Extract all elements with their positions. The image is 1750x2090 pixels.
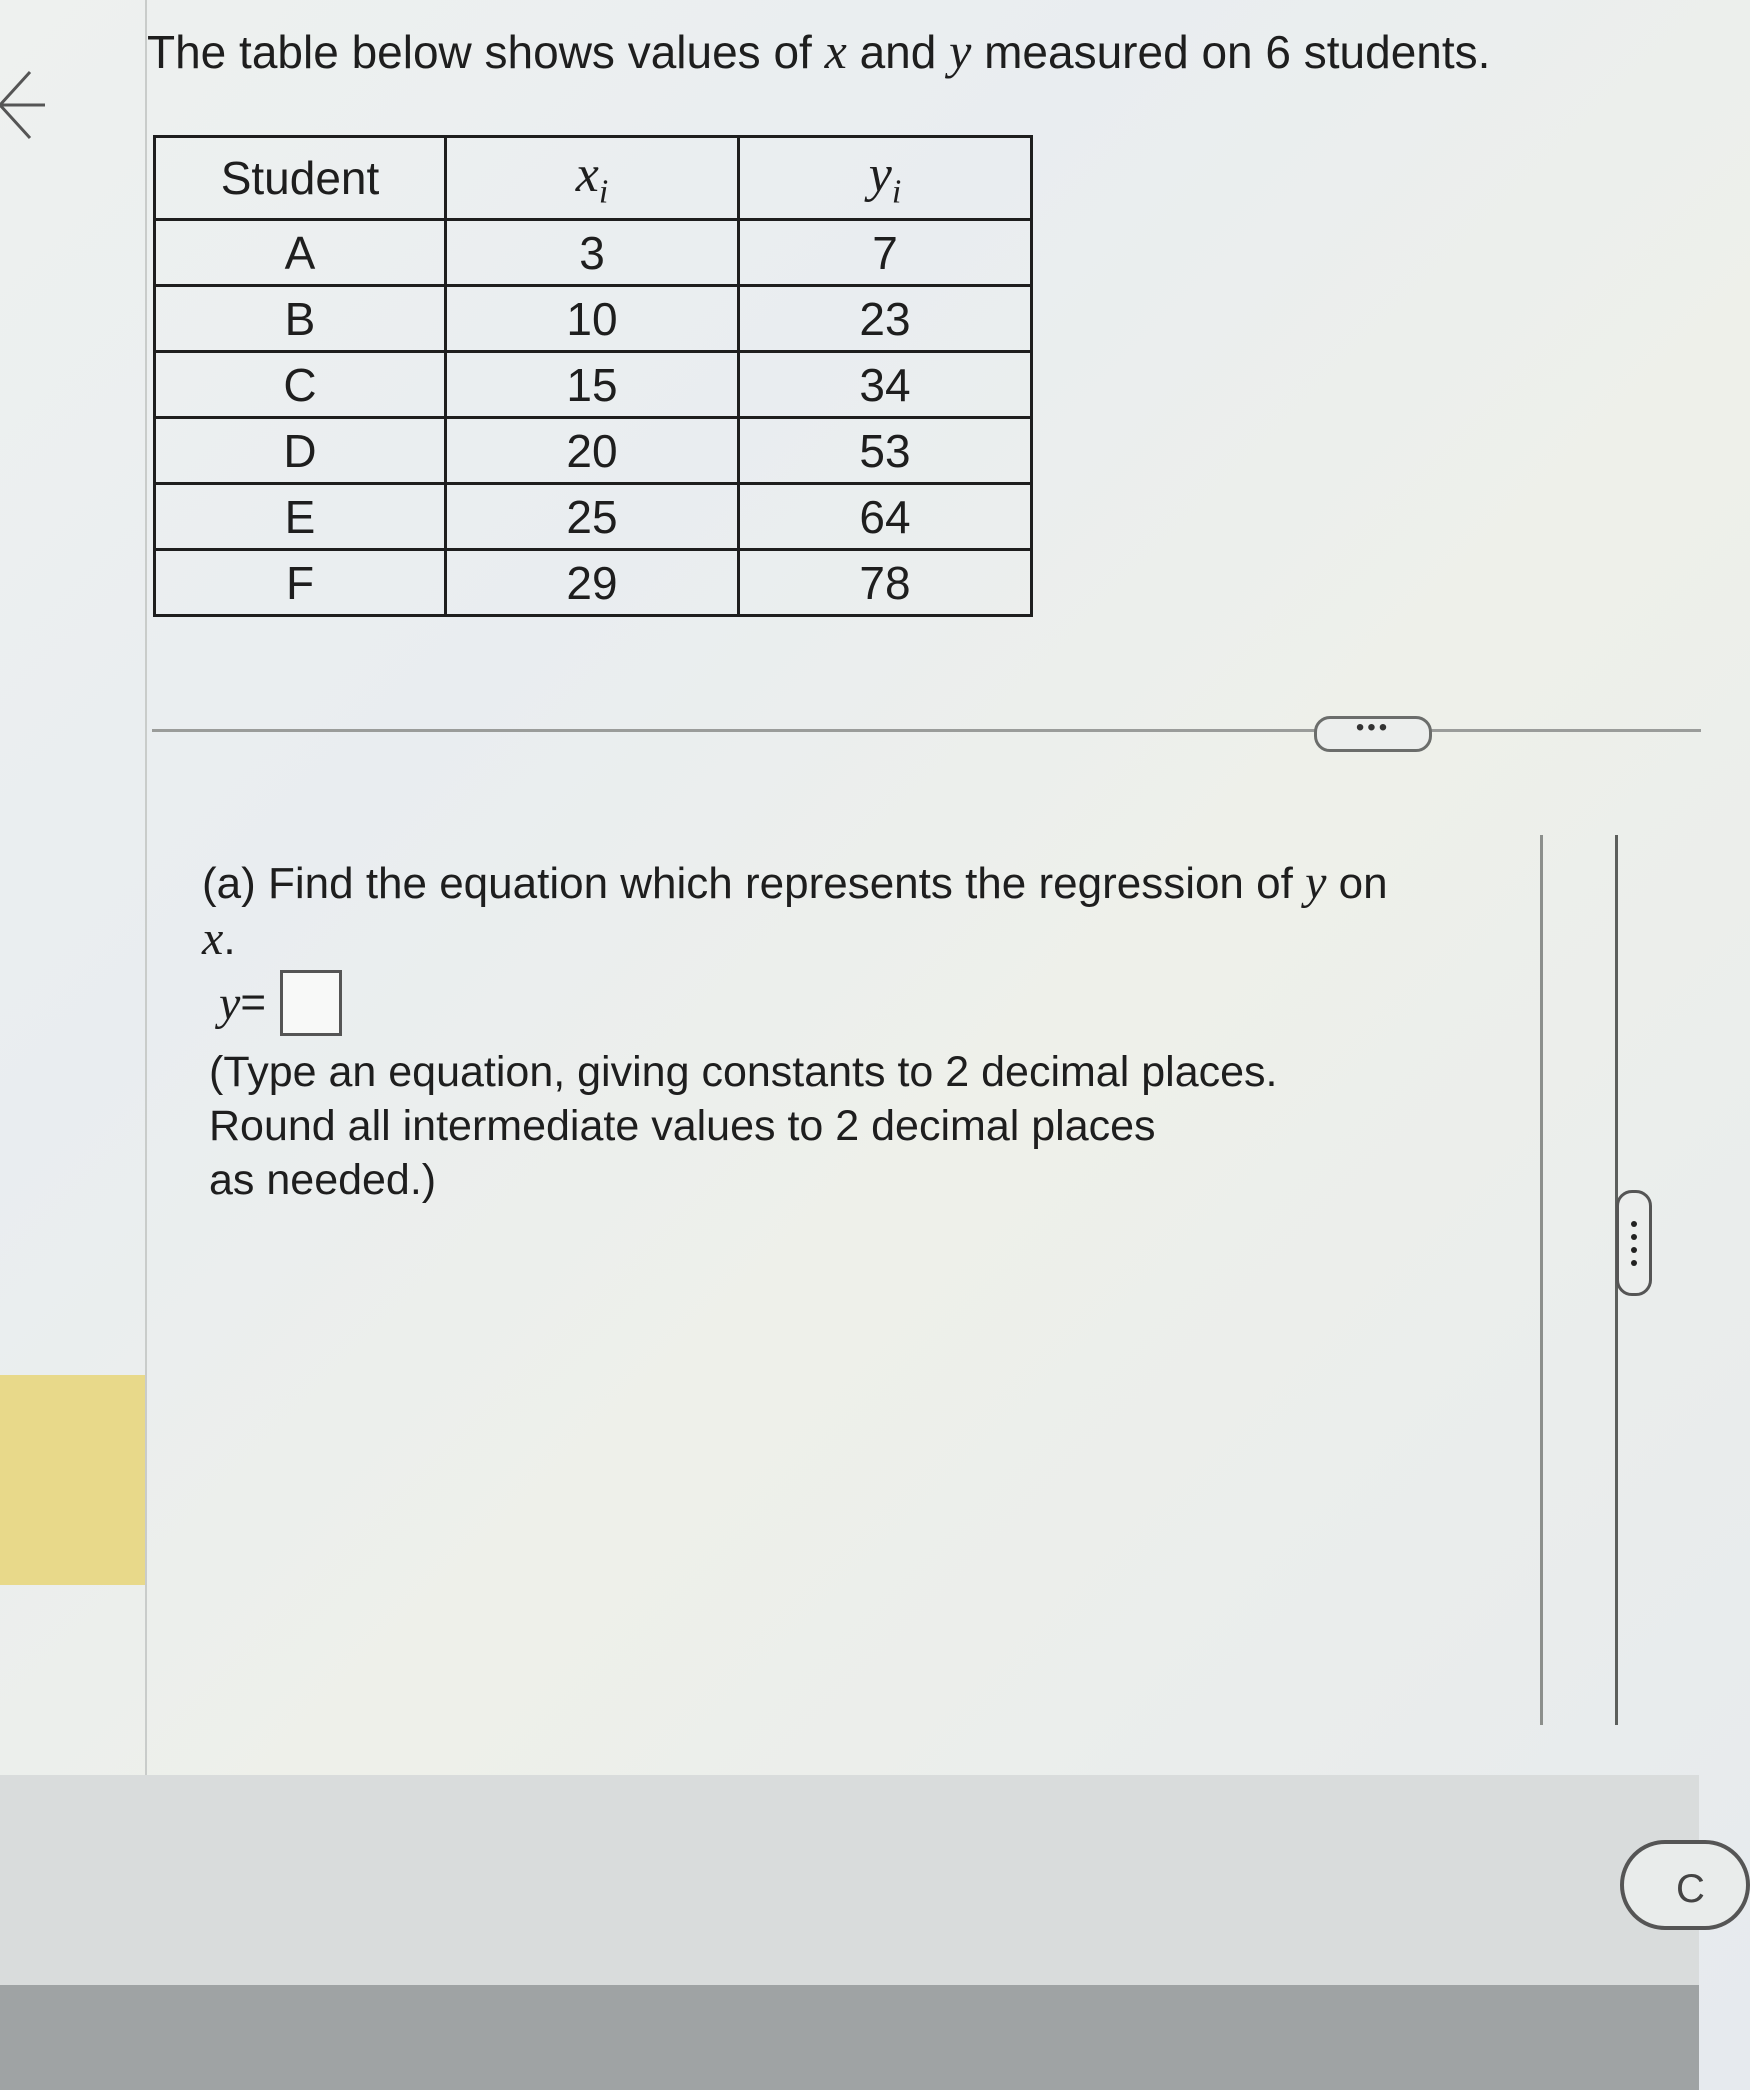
table-row (155, 550, 1032, 616)
table-row (155, 286, 1032, 352)
question-panel (145, 0, 1701, 1775)
dot-icon (1631, 1260, 1637, 1266)
pane-resize-handle[interactable] (1616, 1190, 1652, 1296)
cell-student: E (155, 484, 446, 550)
cell-x: 15 (446, 352, 739, 418)
cell-x: 10 (446, 286, 739, 352)
pane-splitter-line (1540, 835, 1543, 1725)
back-arrow-icon[interactable] (0, 60, 50, 150)
answer-input-box[interactable] (280, 970, 342, 1036)
answer-variable: y (219, 976, 241, 1030)
cell-y: 78 (739, 550, 1032, 616)
screen-bottom-edge (0, 1985, 1699, 2090)
table-row (155, 352, 1032, 418)
dot-icon (1631, 1221, 1637, 1227)
cell-student: D (155, 418, 446, 484)
table-header-row (155, 137, 1032, 220)
data-table (153, 135, 1033, 617)
cell-x: 20 (446, 418, 739, 484)
bottom-toolbar-area (0, 1775, 1699, 1985)
cell-y: 7 (739, 220, 1032, 286)
cell-student: C (155, 352, 446, 418)
cell-x: 29 (446, 550, 739, 616)
cell-student: B (155, 286, 446, 352)
section-divider (152, 729, 1701, 732)
answer-instructions: (Type an equation, giving constants to 2 decimal places. Round all intermediate values to 2 decimal places as needed.) (209, 1048, 1278, 1204)
header-x: $x_i$ (446, 137, 739, 220)
header-y: $y_i$ (739, 137, 1032, 220)
cell-x: 25 (446, 484, 739, 550)
left-accent-strip (0, 1375, 145, 1585)
table-row (155, 220, 1032, 286)
answer-equals: = (240, 978, 267, 1027)
answer-row (219, 970, 342, 1036)
cell-y: 53 (739, 418, 1032, 484)
cell-student: F (155, 550, 446, 616)
table-row (155, 418, 1032, 484)
cell-x: 3 (446, 220, 739, 286)
header-student: Student (155, 137, 446, 220)
cell-y: 34 (739, 352, 1032, 418)
table-row (155, 484, 1032, 550)
dot-icon (1631, 1234, 1637, 1240)
dot-icon (1631, 1247, 1637, 1253)
expand-more-button[interactable]: ••• (1314, 716, 1432, 752)
corner-button[interactable]: C (1620, 1840, 1750, 1930)
question-text: (a) Find the equation which represents the regression of y on x. (202, 856, 1388, 965)
cell-student: A (155, 220, 446, 286)
cell-y: 23 (739, 286, 1032, 352)
problem-intro: The table below shows values of x and y measured on 6 students. (147, 23, 1491, 79)
cell-y: 64 (739, 484, 1032, 550)
